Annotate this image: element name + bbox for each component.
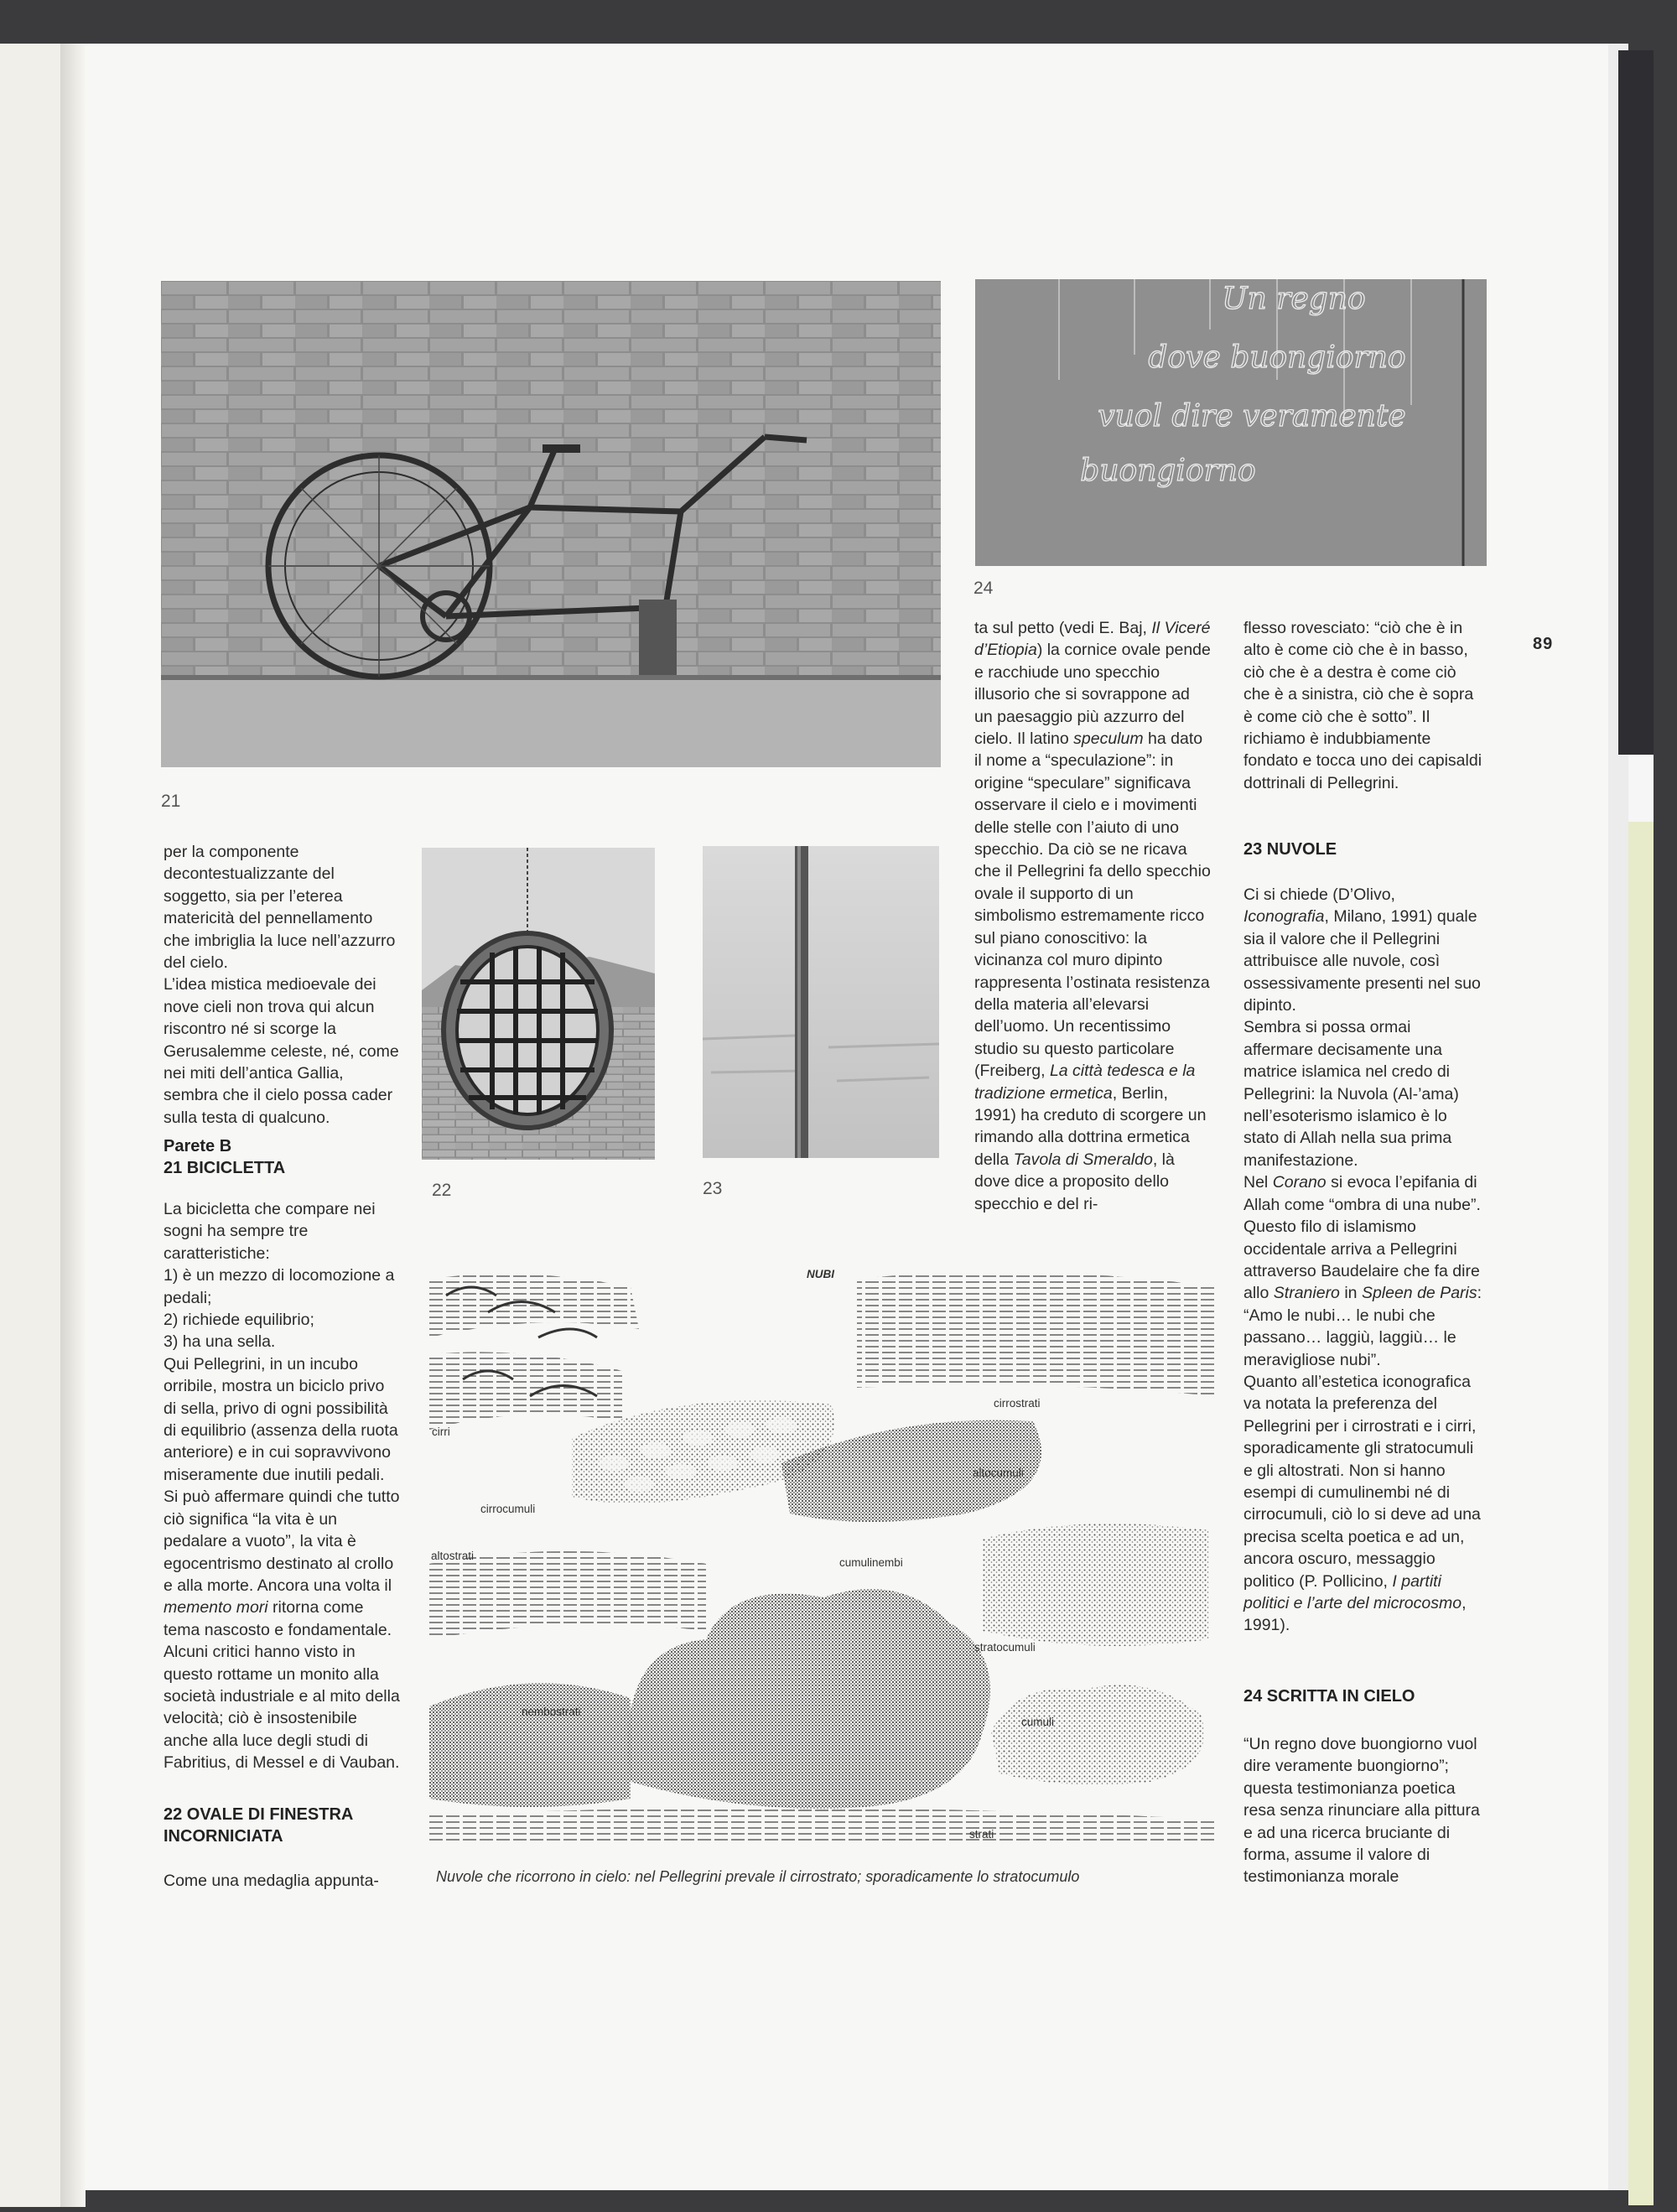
figure-24-line-1: Un regno bbox=[1222, 282, 1366, 316]
bici-list-3: 3) ha una sella. bbox=[164, 1332, 276, 1352]
nuvole-text-5a: Quanto all’estetica iconografica va notata la preferenza del Pellegrini per i cirrostrati e i cirri, sporadicamente gli stratocumuli e gli altostrati. Non si hanno esempi di cumulinembi né di cirrocumuli, ciò lo si deve ad una precisa scelta poetica e ad un, ancora oscuro, messaggio politico (P. Pollicino, bbox=[1243, 1372, 1481, 1591]
figure-21-label: 21 bbox=[161, 792, 181, 811]
page-number: 89 bbox=[1533, 635, 1554, 653]
heading-24-scritta: 24 SCRITTA IN CIELO bbox=[1243, 1687, 1415, 1706]
nuvole-italic-1: Iconografia bbox=[1243, 907, 1325, 927]
nuvole-corano: Corano bbox=[1272, 1173, 1327, 1192]
nuvole-italic-5: I partiti politici e l’arte del microcosmo bbox=[1243, 1571, 1462, 1612]
middle-column-text bbox=[974, 617, 1212, 1215]
label-cumulinembi: cumulinembi bbox=[839, 1556, 903, 1569]
label-cirrostrati: cirrostrati bbox=[994, 1397, 1041, 1410]
bici-intro: La bicicletta che compare nei sogni ha sempre tre caratteristiche: bbox=[164, 1200, 376, 1263]
mid-text-4: , Berlin, 1991) ha creduto di scorgere un rimando alla dottrina ermetica della bbox=[974, 1083, 1207, 1169]
nuvole-text-2: , Milano, 1991) quale sia il valore che il Pellegrini attribuisce alle nuvole, così ossessivamente presenti nel suo dipinto. bbox=[1243, 907, 1481, 1015]
figure-24-line-2: dove buongiorno bbox=[1148, 340, 1406, 375]
bici-list-2: 2) richiede equilibrio; bbox=[164, 1311, 314, 1330]
label-strati: strati bbox=[969, 1828, 994, 1841]
figure-24-line-4: buongiorno bbox=[1080, 454, 1256, 488]
label-stratocumuli: stratocumuli bbox=[974, 1641, 1036, 1654]
mid-text-1: ta sul petto (vedi E. Baj, bbox=[974, 619, 1147, 637]
left-column-text bbox=[164, 841, 401, 1129]
index-tab-dark bbox=[1618, 50, 1654, 755]
nuvole-spleen: Spleen de Paris bbox=[1361, 1284, 1477, 1303]
figure-24-line-3: vuol dire veramente bbox=[1098, 399, 1406, 434]
left-intro-paragraph: per la componente decontestualizzante del soggetto, sia per l’eterea matericità del pennellamento che imbriglia la luce nell’azzurro del cielo. bbox=[164, 843, 396, 973]
mid-text-2: ) la cornice ovale pende e racchiude uno specchio illusorio che si sovrappone ad un paesaggio più azzurro del cielo. Il latino bbox=[974, 641, 1211, 749]
mid-italic-1: Il Viceré d’Etiopia bbox=[974, 619, 1211, 660]
figure-23-sky-photo bbox=[703, 846, 939, 1158]
heading-22-ovale: 22 OVALE DI FINESTRA INCORNICIATA bbox=[164, 1805, 353, 1846]
book-page-edges bbox=[0, 44, 65, 2207]
ovale-start-text: Come una medaglia appunta- bbox=[164, 1872, 379, 1890]
label-cumuli: cumuli bbox=[1021, 1716, 1055, 1728]
heading-23-nuvole: 23 NUVOLE bbox=[1243, 840, 1337, 859]
book-gutter bbox=[60, 44, 86, 2207]
nuvole-text-4d: : “Amo le nubi… le nubi che passano… laggiù, laggiù… le meravigliose nubi”. bbox=[1243, 1284, 1482, 1369]
mid-italic-2: speculum bbox=[1073, 730, 1144, 749]
bici-paragraph bbox=[164, 1353, 401, 1774]
bici-text-a: Qui Pellegrini, in un incubo orribile, mostra un biciclo privo di sella, privo di ogni possibilità di equilibrio (assenza della ruota anteriore) e in cui sopravvivono miseramente due inutili pedali. Si può affermare quindi che tutto ciò significa “la vita è un pedalare a vuoto”, la vita è egocentrismo destinato al crollo e alla morte. Ancora una volta il bbox=[164, 1354, 400, 1595]
illustration-caption: Nuvole che ricorrono in cielo: nel Pellegrini prevale il cirrostrato; sporadicamente lo stratocumulo bbox=[436, 1868, 1080, 1885]
nuvole-text-4b: si evoca l’epifania di Allah come “ombra di una nube”. Questo filo di islamismo occidentale arriva a Pellegrini attraverso Baudelaire che fa dire allo bbox=[1243, 1173, 1481, 1303]
label-altostrati: altostrati bbox=[431, 1550, 475, 1562]
label-cirrocumuli: cirrocumuli bbox=[480, 1503, 536, 1515]
figure-21-bicycle-photo bbox=[161, 281, 941, 767]
mid-text-5: , là dove dice a proposito dello specchio e del ri- bbox=[974, 1150, 1175, 1213]
bicicletta-text bbox=[164, 1198, 401, 1774]
nuvole-text-3: Sembra si possa ormai affermare decisamente una matrice islamica nel credo di Pellegrini: la Nuvola (Al-’ama) nell’esoterismo islamico è lo stato di Allah nella sua prima manifestazione. bbox=[1243, 1018, 1459, 1170]
mid-italic-4: Tavola di Smeraldo bbox=[1013, 1150, 1153, 1169]
nuvole-text-5b: , 1991). bbox=[1243, 1594, 1467, 1635]
label-altocumuli: altocumuli bbox=[973, 1467, 1024, 1479]
label-nembostrati: nembostrati bbox=[522, 1706, 581, 1718]
mid-text-3: ha dato il nome a “speculazione”: in origine “speculare” significava osservare il cielo e i movimenti delle stelle con l’aiuto di uno specchio. Da ciò se ne ricava che il Pellegrini fa dello specchio ovale il supporto di un simbolismo estremamente ricco sul piano conoscitivo: la vicinanza col muro dipinto rappresenta l’ostinata resistenza della materia all’elevarsi dell’uomo. Un recentissimo studio su questo particolare (Freiberg, bbox=[974, 730, 1211, 1081]
mid-italic-3: La città tedesca e la tradizione ermetica bbox=[974, 1062, 1196, 1103]
label-cirri: cirri bbox=[432, 1425, 450, 1438]
clouds-illustration bbox=[429, 1262, 1218, 1841]
figure-24-label: 24 bbox=[973, 579, 994, 598]
index-tab-white bbox=[1628, 755, 1654, 822]
heading-21-bicicletta: 21 BICICLETTA bbox=[164, 1159, 286, 1177]
section-parete-b-heading bbox=[164, 1135, 401, 1179]
scritta-text: “Un regno dove buongiorno vuol dire veramente buongiorno”; questa testimonianza poetica resa senza rinunciare alla pittura e ad una ricerca bruciante di forma, assume il valore di testimonianza morale bbox=[1243, 1735, 1480, 1887]
figure-22-label: 22 bbox=[432, 1181, 452, 1200]
illustration-title: NUBI bbox=[807, 1268, 834, 1280]
figure-24-writing-photo bbox=[975, 279, 1487, 566]
right-column-top-text: flesso rovesciato: “ciò che è in alto è come ciò che è in basso, ciò che è a destra è come ciò che è a sinistra, ciò che è sopra è come ciò che è sotto”. Il richiamo è indubbiamente fondato e tocca uno dei capisaldi dottrinali di Pellegrini. bbox=[1243, 619, 1482, 792]
bici-memento: memento mori bbox=[164, 1598, 268, 1617]
nuvole-text bbox=[1243, 884, 1482, 1637]
index-tab-lime bbox=[1628, 822, 1654, 2205]
figure-23-label: 23 bbox=[703, 1179, 723, 1198]
figure-22-oval-window-photo bbox=[422, 848, 655, 1160]
nuvole-straniero: Straniero bbox=[1273, 1284, 1340, 1303]
parete-heading: Parete B bbox=[164, 1137, 232, 1155]
bici-text-b: ritorna come tema nascosto e fondamentale. Alcuni critici hanno visto in questo rottame un monito alla società industriale e al mito della velocità; ciò è insostenibile anche alla luce degli studi di Fabritius, di Messel e di Vauban. bbox=[164, 1598, 400, 1773]
bici-list-1: 1) è un mezzo di locomozione a pedali; bbox=[164, 1266, 395, 1307]
left-idea-paragraph: L’idea mistica medioevale dei nove cieli non trova qui alcun riscontro né si scorge la Gerusalemme celeste, né, come nei miti dell’antica Gallia, sembra che il cielo possa cader sulla testa di qualcuno. bbox=[164, 975, 399, 1127]
nuvole-text-4a: Nel bbox=[1243, 1173, 1269, 1192]
nuvole-text-1: Ci si chiede (D’Olivo, bbox=[1243, 885, 1395, 904]
nuvole-text-4c: in bbox=[1344, 1284, 1358, 1303]
